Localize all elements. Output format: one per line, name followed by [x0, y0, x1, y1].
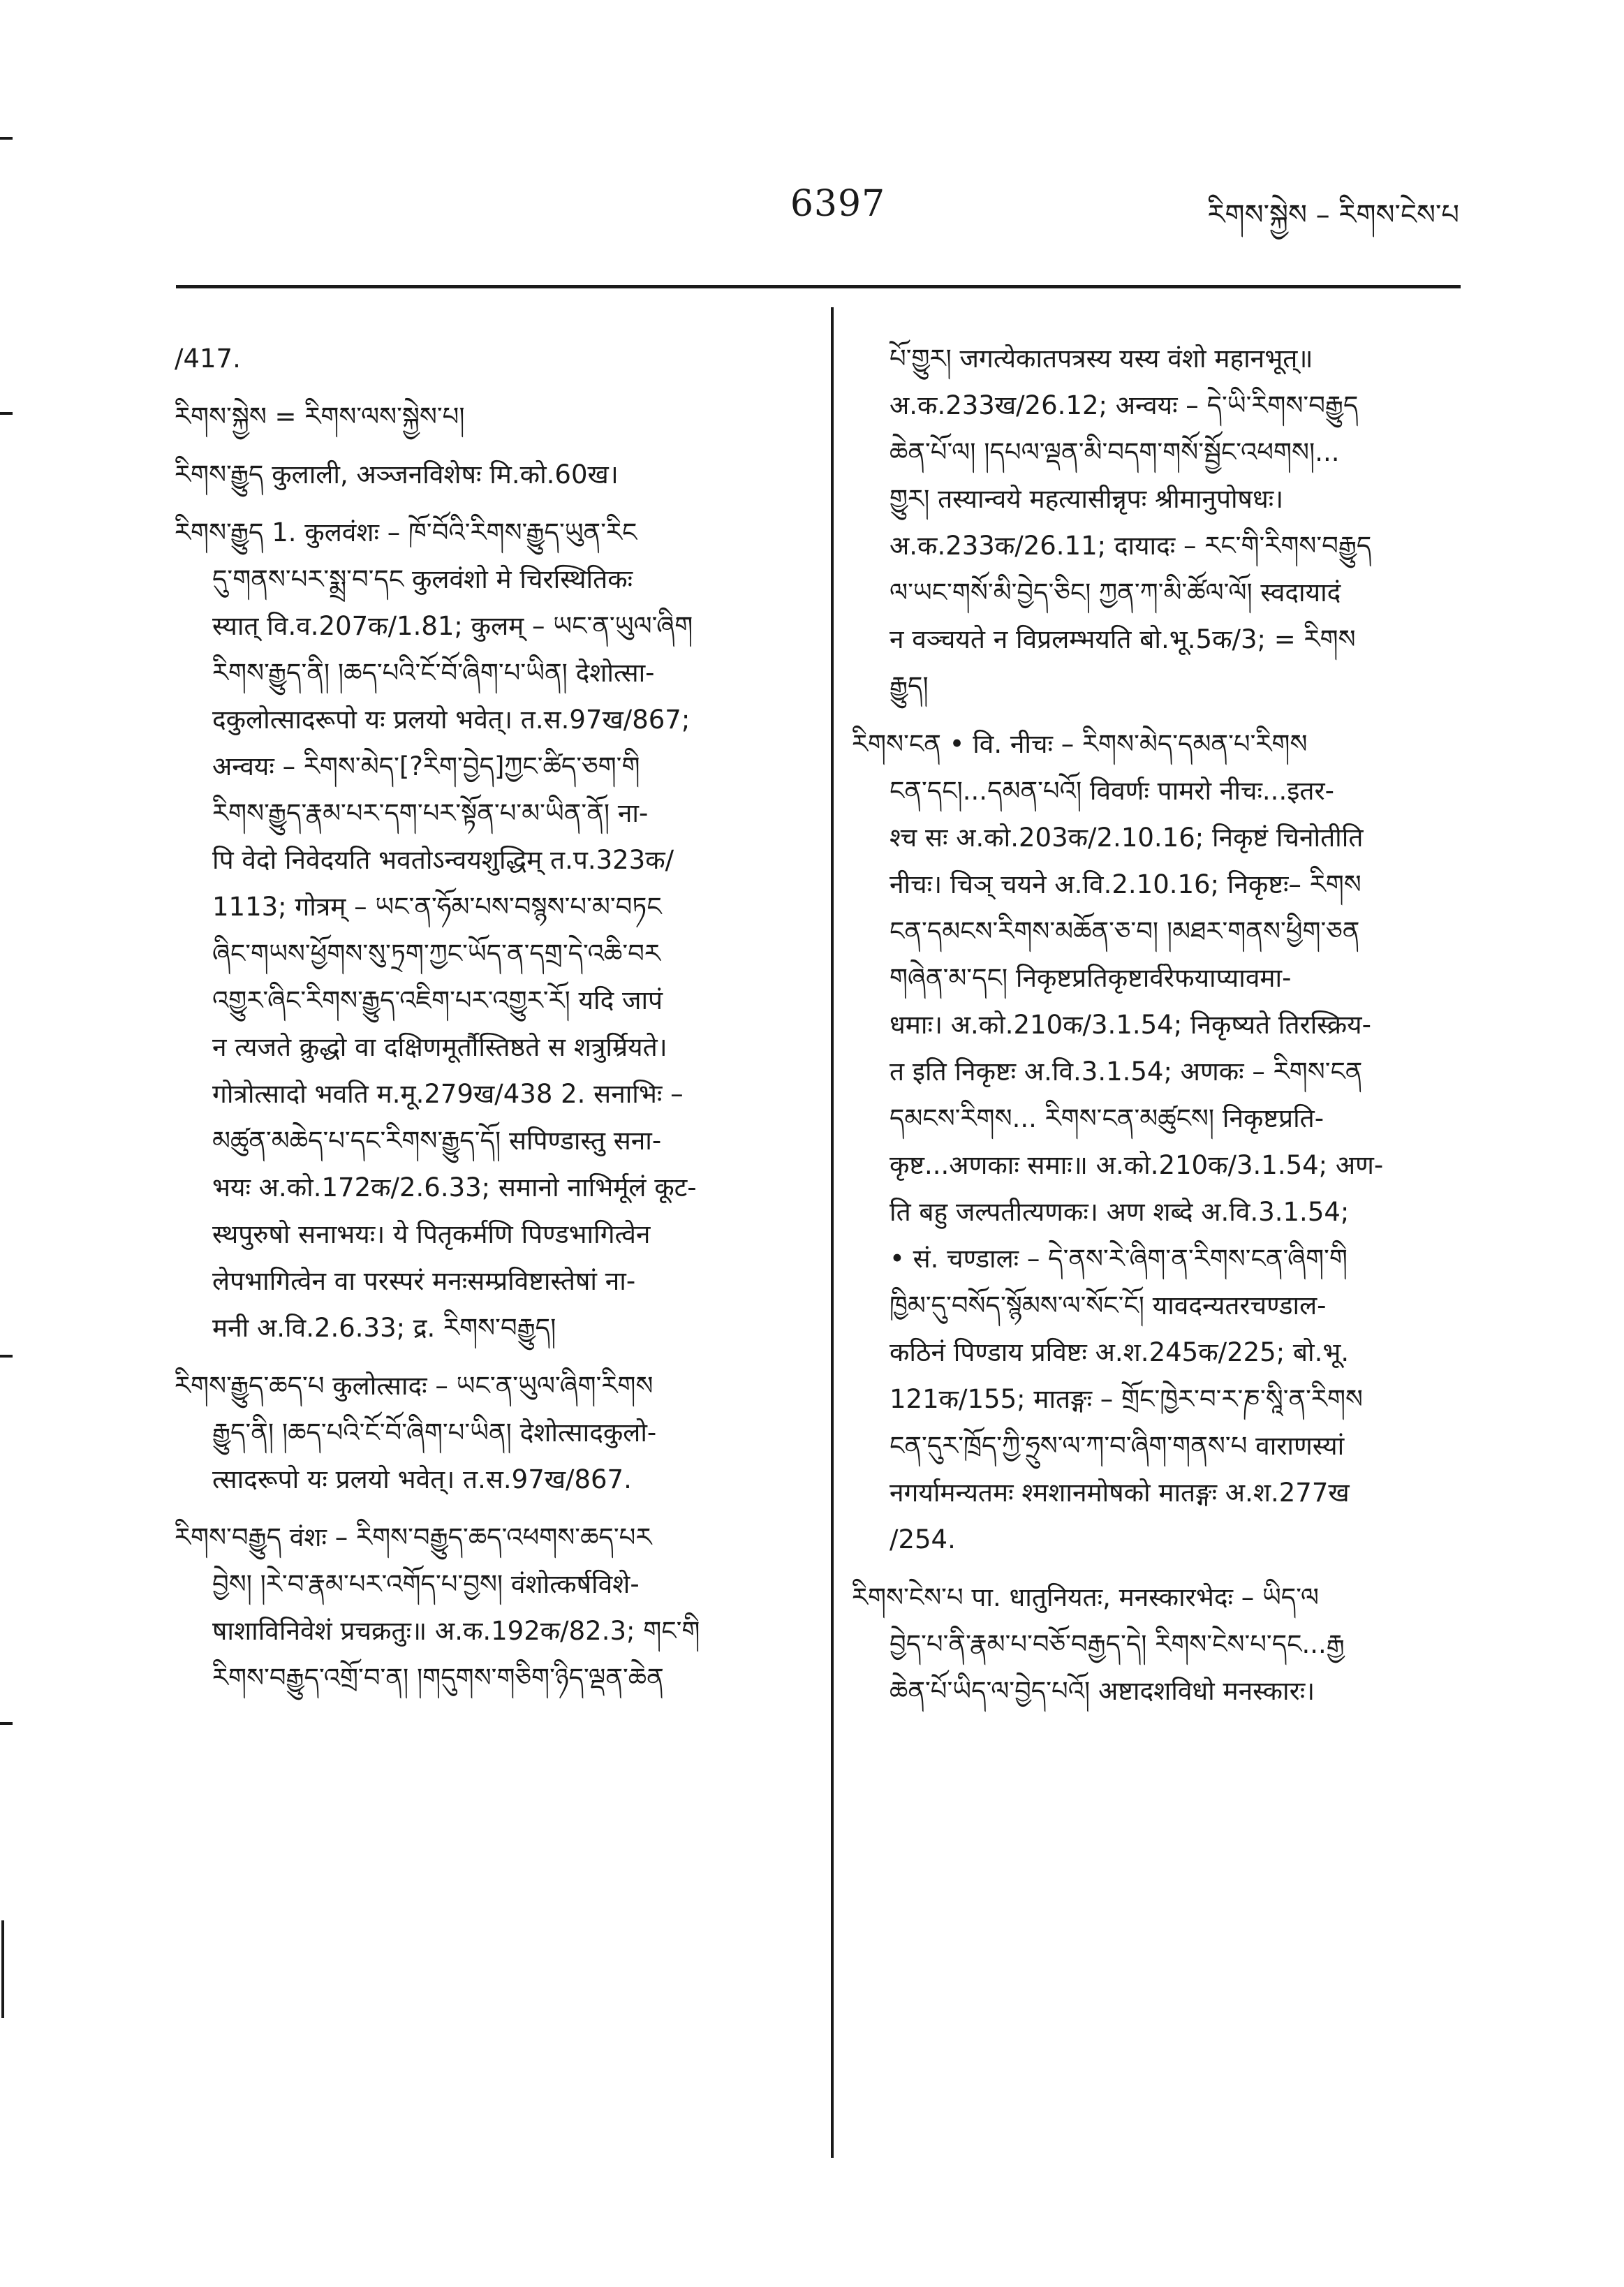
entry-line: བྱེས། །རེ་བ་རྣམ་པར་འགོད་པ་བྱས། वंशोत्कर्षविशे-	[212, 1569, 640, 1599]
margin-mark	[0, 412, 13, 415]
entry-line: ཆེན་པོ་ལ། །དཔལ་ལྡན་མི་བདག་གསོ་སྦྱོང་འཕགས།...	[889, 437, 1340, 467]
entry-line: अ.क.233ख/26.12; अन्वयः – དེ་ཡི་རིགས་བརྒྱུད	[889, 390, 1359, 420]
entry-line: 1113; गोत्रम् – ཡང་ན་ཧོམ་པས་བསྙས་པ་མ་བཏང	[212, 892, 662, 922]
margin-mark	[0, 1722, 13, 1725]
entry-line: གྱུར། तस्यान्वये महत्यासीन्नृपः श्रीमानुपोषधः।	[889, 484, 1284, 514]
running-head: རིགས་སྐྱེས – རིགས་ངེས་པ	[1207, 199, 1459, 231]
entry-line: पि वेदो निवेदयति भवतोऽन्वयशुद्धिम् त.प.323क/	[212, 845, 674, 875]
page-number: 6397	[790, 183, 886, 225]
entry-line: मनी अ.वि.2.6.33; द्र. རིགས་བརྒྱུད།	[212, 1313, 556, 1343]
entry-line: དུ་གནས་པར་སྨྲ་བ་དང कुलवंशो मे चिरस्थितिकः	[212, 564, 633, 594]
entry-line: अ.क.233क/26.11; दायादः – རང་གི་རིགས་བརྒྱུད	[889, 531, 1372, 561]
entry-line: लेपभागित्वेन वा परस्परं मनःसम्प्रविष्टास्तेषां ना-	[212, 1266, 636, 1296]
entry-line: नीचः। चिञ् चयने अ.वि.2.10.16; निकृष्टः– རིགས	[889, 869, 1361, 899]
entry-line: ངན་དམངས་རིགས་མཆོན་ཅ་བ། །མཐར་གནས་ཕྱིག་ཅན	[889, 916, 1360, 946]
entry-line: བྱེད་པ་ནི་རྣམ་པ་བཅོ་བརྒྱད་དེ། རིགས་ངེས་པ་དང...རྒྱ	[889, 1629, 1345, 1659]
entry-line: भयः अ.को.172क/2.6.33; समानो नाभिर्मूलं कूट-	[212, 1172, 697, 1203]
entry-line: अन्वयः – རིགས་མེད་[?རིག་བྱེད]ཀྱང་ཚིད་ཅག་གི	[212, 751, 640, 781]
entry-line: कृष्ट...अणकाः समाः॥ अ.को.210क/3.1.54; अण-	[889, 1150, 1384, 1180]
dictionary-entry	[175, 1514, 806, 1701]
entry-headline: རིགས་རྒྱུད 1. कुलवंशः – ཁོ་བོའི་རིགས་རྒྱུད་ཡུན་རིང	[175, 517, 637, 547]
entry-line: ཞིང་གཡས་ཕྱོགས་སུ་ཏྲག་ཀྱང་ཡོད་ན་དགྲ་དེ་འཆི་བར	[212, 939, 660, 969]
dictionary-entry	[175, 509, 806, 1351]
margin-mark	[0, 137, 13, 140]
entry-line: རྒྱུད་ནི། །ཆད་པའི་ངོ་བོ་ཞིག་པ་ཡིན། देशोत्सादकुलो-	[212, 1418, 657, 1448]
continuation-text	[175, 335, 806, 382]
entry-headline: རིགས་ངན • वि. नीचः – རིགས་མེད་དམན་པ་རིགས	[852, 729, 1308, 759]
entry-line: षाशाविनिवेशं प्रचक्रतुः॥ अ.क.192क/82.3; གང་གི	[212, 1616, 700, 1646]
entry-line: स्थपुरुषो सनाभयः। ये पितृकर्मणि पिण्डभागित्वेन	[212, 1219, 651, 1249]
entry-line: धमाः। अ.को.210क/3.1.54; निकृष्यते तिरस्क्रिय-	[889, 1010, 1371, 1040]
entry-line: མཚུན་མཆེད་པ་དང་རིགས་རྒྱུད་དོ། सपिण्डास्तु सना-	[212, 1126, 662, 1156]
dictionary-entry	[175, 393, 806, 440]
margin-mark	[1, 1920, 4, 2018]
entry-line: པོ་གྱུར། जगत्येकातपत्रस्य यस्य वंशो महानभूत्॥	[889, 344, 1313, 374]
entry-line: རིགས་རྒྱུད་རྣམ་པར་དག་པར་སྟོན་པ་མ་ཡིན་ནོ། ना-	[212, 798, 649, 828]
entry-line: རིགས་བརྒྱུད་འགྲོ་བ་ན། །གདུགས་གཅིག་ཉིད་ལྡན་ཆེན	[212, 1663, 664, 1693]
entry-headline: རིགས་བརྒྱུད वंशः – རིགས་བརྒྱུད་ཆད་འཕགས་ཆད་པར	[175, 1522, 652, 1552]
entry-line: རྒྱུད།	[889, 671, 929, 701]
entry-line: कठिनं पिण्डाय प्रविष्टः अ.श.245क/225; बो.भू.	[889, 1337, 1350, 1367]
entry-line: नगर्यामन्यतमः श्मशानमोषको मातङ्गः अ.श.277ख	[889, 1478, 1350, 1508]
entry-headline: རིགས་རྒྱུད कुलाली, अञ्जनविशेषः मि.को.60ख।	[175, 459, 619, 490]
entry-line: ཆེན་པོ་ཡིད་ལ་བྱེད་པའོ། अष्टादशविधो मनस्कारः।	[889, 1676, 1315, 1706]
continuation-text	[852, 335, 1466, 709]
entry-line: /254.	[889, 1524, 956, 1554]
column-divider	[831, 307, 834, 2158]
entry-line: • सं. चण्डालः – དེ་ནས་རེ་ཞིག་ན་རིགས་ངན་ཞིག་གི	[889, 1244, 1348, 1274]
entry-line: ཁྱིམ་དུ་བསོད་སྙོམས་ལ་སོང་ངོ། यावदन्यतरचण्डाल-	[889, 1290, 1327, 1321]
entry-headline: རིགས་རྒྱུད་ཆད་པ कुलोत्सादः – ཡང་ན་ཡུལ་ཞིག་རིགས	[175, 1371, 654, 1401]
entry-line: न वञ्चयते न विप्रलम्भयति बो.भू.5क/3; = རིགས	[889, 624, 1356, 654]
dictionary-entry	[175, 451, 806, 498]
entry-line: दकुलोत्सादरूपो यः प्रलयो भवेत्। त.स.97ख/867;	[212, 705, 691, 735]
right-column	[852, 335, 1466, 1726]
entry-line: 121क/155; मातङ्गः – གྲོང་ཁྱེར་བ་ར་ཎ་སཱི་ན་རིགས	[889, 1384, 1363, 1414]
entry-line: त्सादरूपो यः प्रलयो भवेत्। त.स.97ख/867.	[212, 1464, 632, 1494]
entry-line: त इति निकृष्टः अ.वि.3.1.54; अणकः – རིགས་ངན	[889, 1057, 1363, 1087]
entry-line: ལ་ཡང་གསོ་མི་བྱེད་ཅིང། ཀྱན་ཀ་མི་ཚོལ་ལོ། स्वदायादं	[889, 578, 1341, 608]
entry-line: स्यात् वि.व.207क/1.81; कुलम् – ཡང་ན་ཡུལ་ཞིག	[212, 611, 693, 641]
dictionary-entry	[852, 1574, 1466, 1714]
entry-line: श्च सः अ.को.203क/2.10.16; निकृष्टं चिनोतीति	[889, 823, 1364, 853]
entry-line: འགྱུར་ཞིང་རིགས་རྒྱུད་འཇིག་པར་འགྱུར་རོ། यदि जापं	[212, 985, 663, 1015]
entry-headline: རིགས་ངེས་པ पा. धातुनियतः, मनस्कारभेदः – ཡིད་ལ	[852, 1582, 1319, 1612]
header-rule	[176, 285, 1461, 288]
entry-headline: རིགས་སྐྱེས = རིགས་ལས་སྐྱེས་པ།	[175, 402, 465, 432]
entry-line: དམངས་རིགས... རིགས་ངན་མཚུངས། निकृष्टप्रति-	[889, 1103, 1324, 1133]
entry-line: गोत्रोत्सादो भवति म.मू.279ख/438 2. सनाभिः –	[212, 1079, 684, 1109]
entry-line: རིགས་རྒྱུད་ནི། །ཆད་པའི་ངོ་བོ་ཞིག་པ་ཡིན། देशोत्सा-	[212, 658, 655, 688]
entry-line: ངན་དང།...དམན་པའོ། विवर्णः पामरो नीचः...इतर-	[889, 776, 1334, 806]
dictionary-entry	[175, 1362, 806, 1503]
dictionary-entry	[852, 721, 1466, 1563]
entry-line: न त्यजते क्रुद्धो वा दक्षिणमूर्तौस्तिष्ठते स शत्रुर्म्रियते।	[212, 1032, 667, 1062]
margin-mark	[0, 1355, 13, 1358]
entry-line: གཞེན་མ་དང། निकृष्टप्रतिकृष्टार्वरेफयाप्यावमा-	[889, 963, 1292, 993]
left-column	[175, 335, 806, 1712]
entry-line: ति बहु जल्पतीत्यणकः। अण शब्दे अ.वि.3.1.54;	[889, 1197, 1350, 1227]
entry-line: ངན་དུར་ཁྲོད་ཀྱི་ཧྲུས་ལ་ཀ་བ་ཞིག་གནས་པ वाराणस्यां	[889, 1431, 1345, 1461]
entry-line: /417.	[175, 344, 241, 374]
